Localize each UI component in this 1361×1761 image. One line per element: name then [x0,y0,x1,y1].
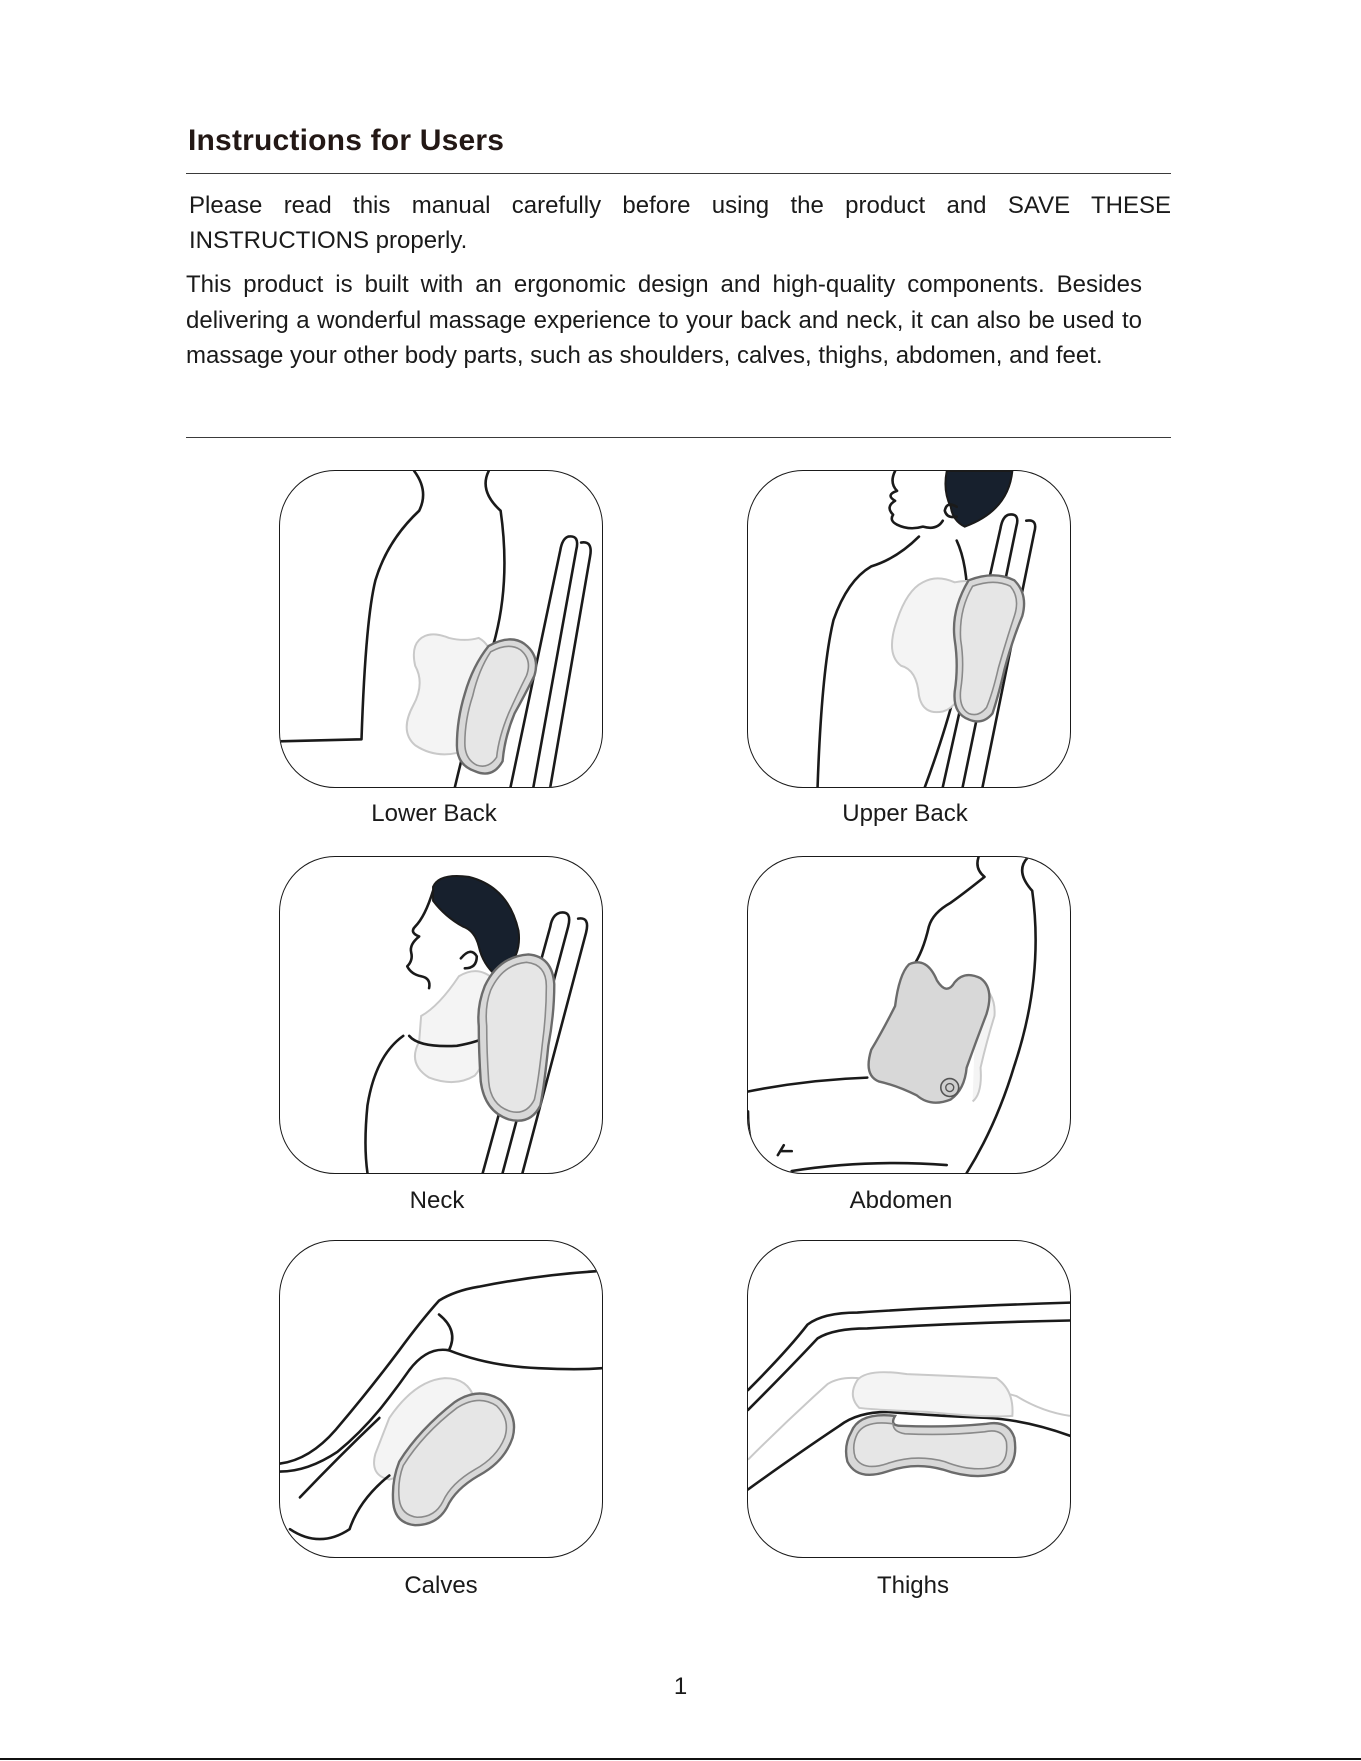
calves-massage-illustration [279,1240,603,1558]
section-divider [186,437,1171,438]
lower-back-figure [280,471,602,787]
page-number: 1 [673,1673,688,1700]
neck-figure [280,857,602,1173]
caption-abdomen: Abdomen [849,1187,953,1214]
upper-back-massage-illustration [747,470,1071,788]
thighs-figure [748,1241,1070,1557]
caption-thighs: Thighs [876,1572,950,1599]
upper-back-figure [748,471,1070,787]
description-paragraph: This product is built with an ergonomic design and high-quality components. Besides delivering a wonderful massage experience to your back and neck, it can also be used to massage your other body parts, such as shoulders, calves, thighs, abdomen, and feet. [186,271,1142,369]
caption-calves: Calves [404,1572,478,1599]
lower-back-massage-illustration [279,470,603,788]
caption-upper-back: Upper Back [842,800,968,827]
thighs-massage-illustration [747,1240,1071,1558]
intro-paragraph: Please read this manual carefully before using the product and SAVE THESE INSTRUCTIONS properly. [189,192,1171,254]
caption-lower-back: Lower Back [371,800,497,827]
neck-massage-illustration [279,856,603,1174]
page-title: Instructions for Users [188,124,505,157]
caption-neck: Neck [409,1187,465,1214]
abdomen-massage-illustration [747,856,1071,1174]
title-divider [186,173,1171,174]
calves-figure [280,1241,602,1557]
page-bottom-edge [0,1758,1361,1760]
abdomen-figure [748,857,1070,1173]
